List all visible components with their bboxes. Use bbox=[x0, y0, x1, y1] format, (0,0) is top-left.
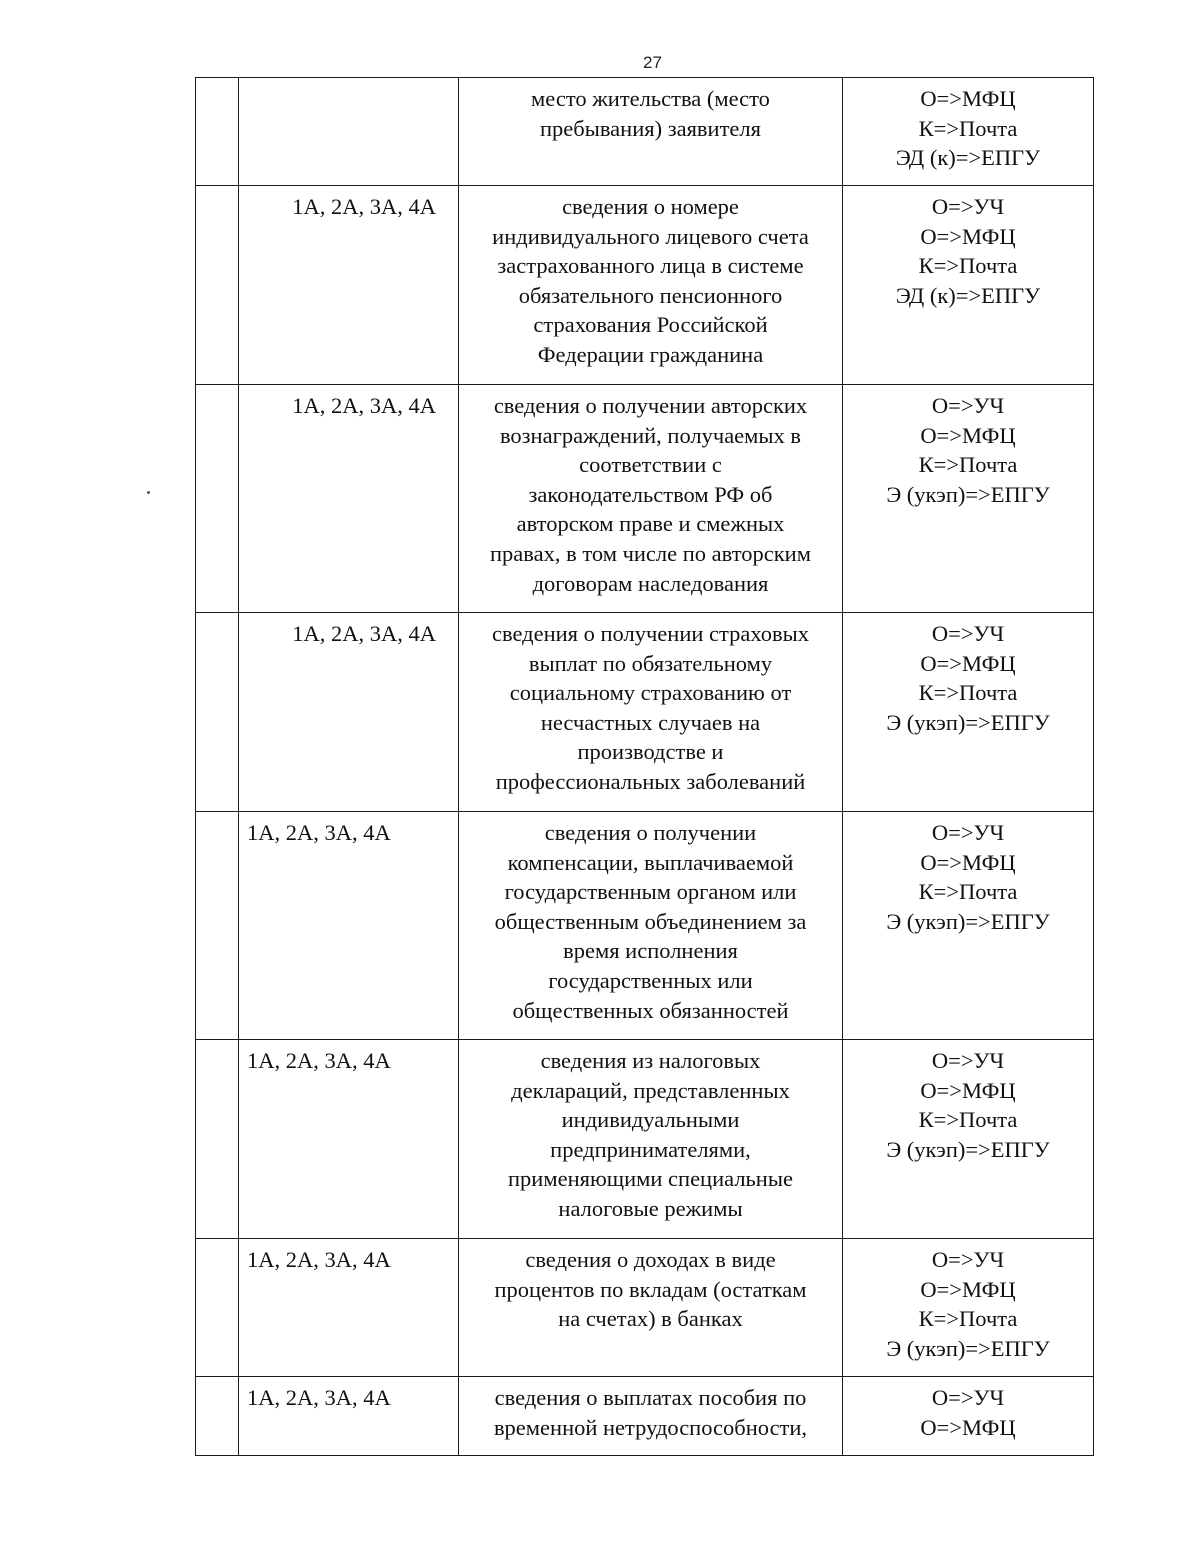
description-line: пребывания) заявителя bbox=[540, 115, 761, 141]
description-line: компенсации, выплачиваемой bbox=[507, 849, 794, 875]
channel-line: О=>УЧ bbox=[931, 393, 1005, 418]
table-row bbox=[196, 1040, 1094, 1239]
channel-line: О=>УЧ bbox=[931, 621, 1005, 646]
channel-line: О=>УЧ bbox=[931, 820, 1005, 845]
channel-line: К=>Почта bbox=[918, 452, 1018, 478]
description-cell bbox=[459, 613, 843, 812]
services-table bbox=[195, 77, 1094, 1456]
channel-line: ЭД (к)=>ЕПГУ bbox=[895, 282, 1041, 308]
description-line: договорам наследования bbox=[532, 570, 769, 596]
description-line: сведения о доходах в виде bbox=[525, 1247, 776, 1272]
channel-line: О=>МФЦ bbox=[920, 1414, 1016, 1440]
channel-line: ЭД (к)=>ЕПГУ bbox=[895, 145, 1041, 171]
channel-line: К=>Почта bbox=[918, 253, 1018, 279]
channel-line: О=>УЧ bbox=[931, 1048, 1005, 1073]
scan-artifact bbox=[147, 491, 150, 494]
table-row bbox=[196, 613, 1094, 812]
description-line: вознаграждений, получаемых в bbox=[499, 422, 802, 448]
channel-line: Э (укэп)=>ЕПГУ bbox=[886, 908, 1050, 934]
description-cell bbox=[459, 78, 843, 186]
description-line: производстве и bbox=[577, 739, 724, 765]
description-cell bbox=[459, 812, 843, 1040]
description-line: индивидуальными bbox=[561, 1107, 740, 1133]
row-marker-cell bbox=[196, 186, 239, 385]
description-line: государственных или bbox=[548, 967, 753, 993]
description-line: место жительства (место bbox=[531, 86, 770, 111]
description-line: сведения о получении bbox=[544, 820, 757, 845]
channels-cell bbox=[843, 1040, 1094, 1239]
table-row bbox=[196, 812, 1094, 1040]
codes-cell: 1А, 2А, 3А, 4А bbox=[239, 186, 459, 385]
description-line: правах, в том числе по авторским bbox=[490, 540, 811, 566]
row-marker-cell bbox=[196, 1377, 239, 1456]
channel-line: К=>Почта bbox=[918, 115, 1018, 141]
row-marker-cell bbox=[196, 385, 239, 613]
channel-line: О=>МФЦ bbox=[920, 1276, 1016, 1302]
description-line: время исполнения bbox=[563, 938, 738, 964]
row-marker-cell bbox=[196, 1239, 239, 1377]
channel-line: К=>Почта bbox=[918, 879, 1018, 905]
description-line: предпринимателями, bbox=[550, 1136, 751, 1162]
channel-line: О=>МФЦ bbox=[920, 849, 1016, 875]
description-line: выплат по обязательному bbox=[528, 650, 773, 676]
description-line: индивидуального лицевого счета bbox=[492, 223, 809, 249]
row-marker-cell bbox=[196, 1040, 239, 1239]
channel-line: Э (укэп)=>ЕПГУ bbox=[886, 1335, 1050, 1361]
description-line: общественных обязанностей bbox=[512, 997, 789, 1023]
description-line: обязательного пенсионного bbox=[518, 282, 783, 308]
channel-line: К=>Почта bbox=[918, 680, 1018, 706]
channel-line: Э (укэп)=>ЕПГУ bbox=[886, 709, 1050, 735]
channels-cell bbox=[843, 78, 1094, 186]
description-line: деклараций, представленных bbox=[511, 1077, 790, 1103]
channel-line: О=>МФЦ bbox=[920, 422, 1016, 448]
description-cell bbox=[459, 186, 843, 385]
page-number: 27 bbox=[643, 53, 662, 72]
channel-line: Э (укэп)=>ЕПГУ bbox=[886, 481, 1050, 507]
description-line: Федерации гражданина bbox=[537, 341, 764, 367]
table-row bbox=[196, 186, 1094, 385]
description-line: сведения о получении авторских bbox=[493, 393, 808, 418]
row-marker-cell bbox=[196, 613, 239, 812]
codes-cell: 1А, 2А, 3А, 4А bbox=[239, 1040, 459, 1239]
description-line: сведения о получении страховых bbox=[491, 621, 810, 646]
channels-cell bbox=[843, 186, 1094, 385]
description-line: страхования Российской bbox=[533, 312, 768, 338]
channels-cell bbox=[843, 613, 1094, 812]
description-line: несчастных случаев на bbox=[540, 709, 761, 735]
channel-line: К=>Почта bbox=[918, 1306, 1018, 1332]
channel-line: О=>МФЦ bbox=[920, 650, 1016, 676]
description-line: на счетах) в банках bbox=[558, 1306, 743, 1332]
description-line: социальному страхованию от bbox=[509, 680, 792, 706]
channel-line: О=>УЧ bbox=[931, 194, 1005, 219]
channel-line: О=>МФЦ bbox=[920, 223, 1016, 249]
description-line: государственным органом или bbox=[504, 879, 797, 905]
channels-cell bbox=[843, 385, 1094, 613]
codes-cell: 1А, 2А, 3А, 4А bbox=[239, 613, 459, 812]
description-cell bbox=[459, 385, 843, 613]
description-line: застрахованного лица в системе bbox=[497, 253, 804, 279]
channel-line: О=>МФЦ bbox=[920, 86, 1016, 111]
channel-line: Э (укэп)=>ЕПГУ bbox=[886, 1136, 1050, 1162]
codes-cell: 1А, 2А, 3А, 4А bbox=[239, 1377, 459, 1456]
description-cell bbox=[459, 1040, 843, 1239]
table-row bbox=[196, 385, 1094, 613]
description-line: налоговые режимы bbox=[558, 1195, 743, 1221]
codes-cell: 1А, 2А, 3А, 4А bbox=[239, 385, 459, 613]
description-line: общественным объединением за bbox=[494, 908, 807, 934]
description-line: процентов по вкладам (остаткам bbox=[494, 1276, 807, 1302]
codes-cell: 1А, 2А, 3А, 4А bbox=[239, 1239, 459, 1377]
row-marker-cell bbox=[196, 78, 239, 186]
description-line: профессиональных заболеваний bbox=[495, 768, 806, 794]
description-cell bbox=[459, 1239, 843, 1377]
description-line: авторском праве и смежных bbox=[516, 511, 785, 537]
description-line: сведения о выплатах пособия по bbox=[494, 1385, 807, 1410]
description-line: соответствии с bbox=[579, 452, 722, 478]
description-line: сведения о номере bbox=[562, 194, 739, 219]
description-line: применяющими специальные bbox=[508, 1166, 793, 1192]
channel-line: О=>УЧ bbox=[931, 1247, 1005, 1272]
channel-line: О=>МФЦ bbox=[920, 1077, 1016, 1103]
table-row bbox=[196, 1377, 1094, 1456]
codes-cell: 1А, 2А, 3А, 4А bbox=[239, 812, 459, 1040]
channels-cell bbox=[843, 1239, 1094, 1377]
channel-line: К=>Почта bbox=[918, 1107, 1018, 1133]
channels-cell bbox=[843, 812, 1094, 1040]
description-line: сведения из налоговых bbox=[540, 1048, 761, 1073]
table-row bbox=[196, 1239, 1094, 1377]
description-line: законодательством РФ об bbox=[528, 481, 773, 507]
channels-cell bbox=[843, 1377, 1094, 1456]
description-cell bbox=[459, 1377, 843, 1456]
channel-line: О=>УЧ bbox=[931, 1385, 1005, 1410]
table-row bbox=[196, 78, 1094, 186]
codes-cell bbox=[239, 78, 459, 186]
row-marker-cell bbox=[196, 812, 239, 1040]
description-line: временной нетрудоспособности, bbox=[493, 1414, 808, 1440]
